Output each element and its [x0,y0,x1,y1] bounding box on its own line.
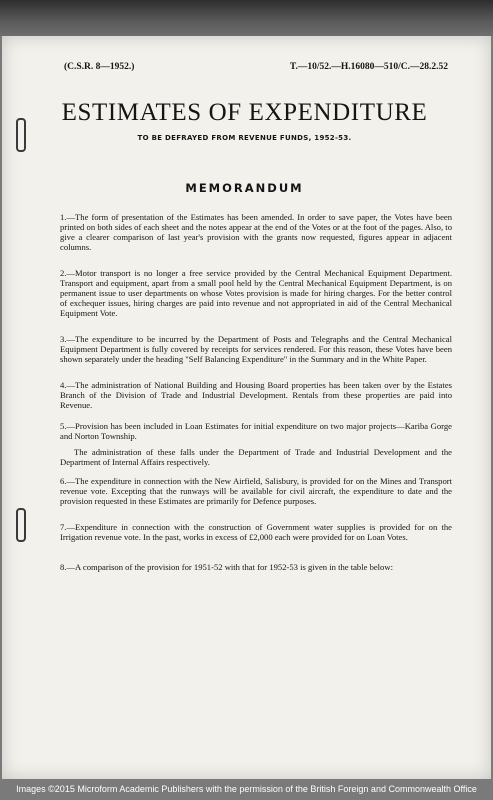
paragraph-5-continued: The administration of these falls under the Department of Trade and Industrial Development and the Department of Internal Affairs respectively. [60,447,452,467]
paragraph-4: 4.—The administration of National Building and Housing Board properties has been taken over by the Estates Branch of the Division of Trade and Industrial Development. Rentals from these properties are paid into Revenue. [60,380,452,410]
paragraph-6: 6.—The expenditure in connection with the New Airfield, Salisbury, is provided for on the Mines and Transport revenue vote. Excepting that the runways will be available for civil aircraft, the expenditure to date and the provision requested in these Estimates are primarily for Defence purposes. [60,476,452,506]
document-subtitle: TO BE DEFRAYED FROM REVENUE FUNDS, 1952-53. [137,134,352,142]
paragraph-8: 8.—A comparison of the provision for 1951-52 with that for 1952-53 is given in the table below: [60,562,393,572]
reference-left: (C.S.R. 8—1952.) [64,62,135,72]
scan-border-top [0,0,493,36]
paragraph-5: 5.—Provision has been included in Loan Estimates for initial expenditure on two major projects—Kariba Gorge and Norton Township. [60,421,452,441]
paragraph-3: 3.—The expenditure to be incurred by the Department of Posts and Telegraphs and the Central Mechanical Equipment Department is fully covered by receipts for services rendered. For this reason, these Votes have been shown separately under the heading "Self Balancing Expenditure" in the Summary and in the White Paper. [60,334,452,364]
reference-right: T.—10/52.—H.16080—510/C.—28.2.52 [289,62,448,72]
memorandum-heading: MEMORANDUM [185,181,304,195]
paragraph-2: 2.—Motor transport is no longer a free service provided by the Central Mechanical Equipment Department. Transport and equipment, apart from a small pool held by the Central Mechanical Equipment Department, is on permanent issue to user departments on whose Votes provision is made for hiring charges. For the better control of exchequer issues, hiring charges are paid into revenue and not appropriated in aid of the Central Mechanical Equipment Vote. [60,268,452,318]
paragraph-7: 7.—Expenditure in connection with the construction of Government water supplies is provided for on the Irrigation revenue vote. In the past, works in excess of £2,000 each were provided for on Loan Votes. [60,522,452,542]
copyright-notice: Images ©2015 Microform Academic Publishers with the permission of the British Foreign and Commonwealth Office [16,784,477,794]
binding-clip [16,508,26,542]
paragraph-1: 1.—The form of presentation of the Estimates has been amended. In order to save paper, the Votes have been printed on both sides of each sheet and the notes appear at the end of the Votes or at the foot of the pages. Also, to give a clearer comparison of last year's provision with the grants now requested, figures appear in adjacent columns. [60,212,452,252]
document-title: ESTIMATES OF EXPENDITURE [61,99,428,126]
